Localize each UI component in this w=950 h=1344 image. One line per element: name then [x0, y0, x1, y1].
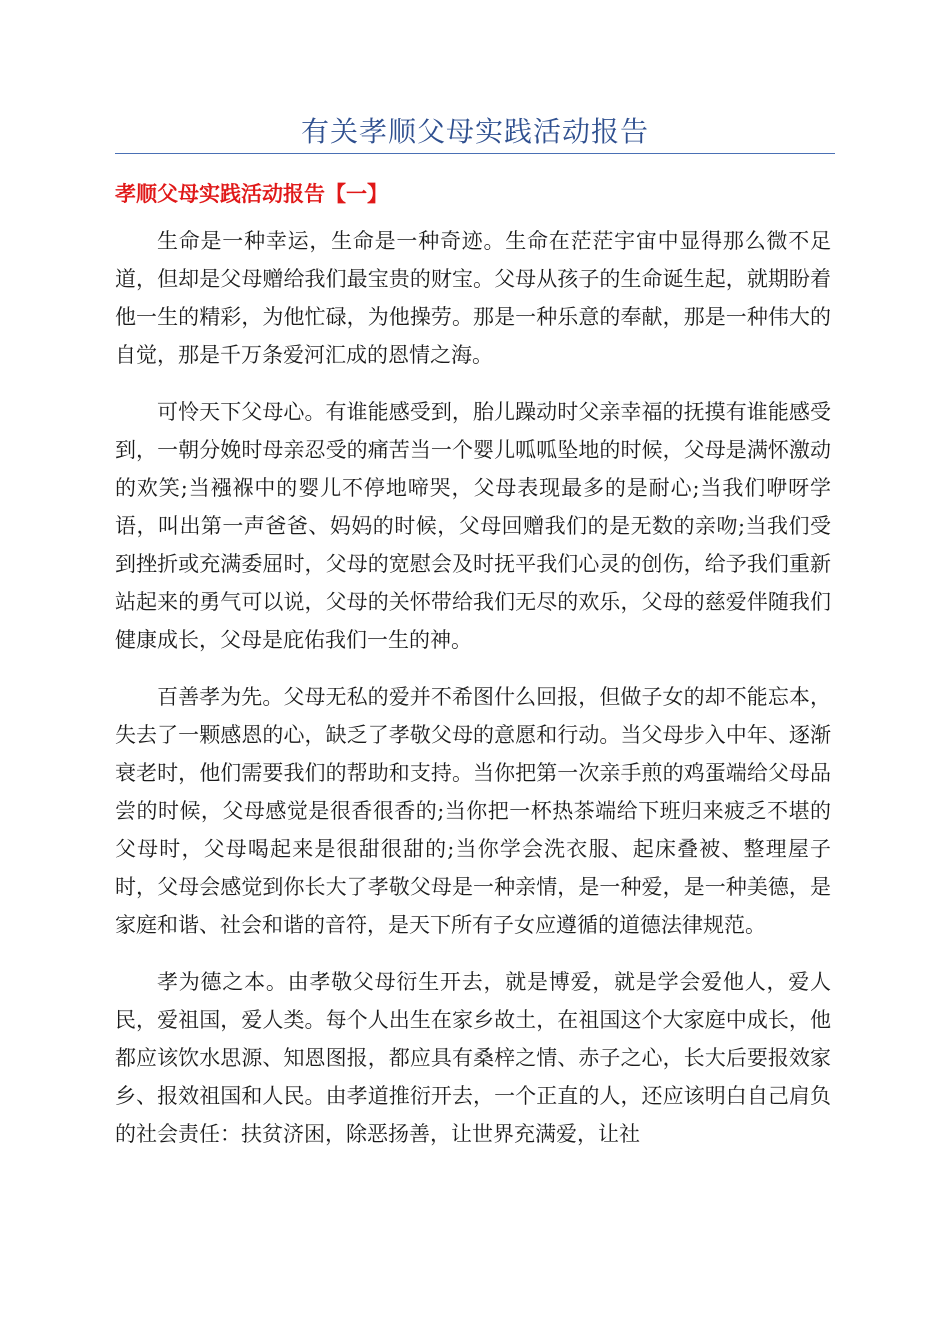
- paragraph-4: 孝为德之本。由孝敬父母衍生开去，就是博爱，就是学会爱他人，爱人民，爱祖国，爱人类。每个人出生在家乡故土，在祖国这个大家庭中成长，他都应该饮水思源、知恩图报，都应具有桑梓之情、赤子之心，长大后要报效家乡、报效祖国和人民。由孝道推衍开去，一个正直的人，还应该明白自己肩负的社会责任：扶贫济困，除恶扬善，让世界充满爱，让社: [115, 970, 831, 1146]
- document-title: 有关孝顺父母实践活动报告: [300, 115, 649, 148]
- paragraph-3: 百善孝为先。父母无私的爱并不希图什么回报，但做子女的却不能忘本，失去了一颗感恩的心，缺乏了孝敬父母的意愿和行动。当父母步入中年、逐渐衰老时，他们需要我们的帮助和支持。当你把第一次亲手煎的鸡蛋端给父母品尝的时候，父母感觉是很香很香的;当你把一杯热茶端给下班归来疲乏不堪的父母时，父母喝起来是很甜很甜的;当你学会洗衣服、起床叠被、整理屋子时，父母会感觉到你长大了孝敬父母是一种亲情，是一种爱，是一种美德，是家庭和谐、社会和谐的音符，是天下所有子女应遵循的道德法律规范。: [115, 685, 831, 937]
- paragraph-1: 生命是一种幸运，生命是一种奇迹。生命在茫茫宇宙中显得那么微不足道，但却是父母赠给我们最宝贵的财宝。父母从孩子的生命诞生起，就期盼着他一生的精彩，为他忙碌，为他操劳。那是一种乐意的奉献，那是一种伟大的自觉，那是千万条爱河汇成的恩情之海。: [115, 229, 831, 367]
- paragraph-2: 可怜天下父母心。有谁能感受到，胎儿躁动时父亲幸福的抚摸有谁能感受到，一朝分娩时母亲忍受的痛苦当一个婴儿呱呱坠地的时候，父母是满怀激动的欢笑;当襁褓中的婴儿不停地啼哭，父母表现最多的是耐心;当我们咿呀学语，叫出第一声爸爸、妈妈的时候，父母回赠我们的是无数的亲吻;当我们受到挫折或充满委屈时，父母的宽慰会及时抚平我们心灵的创伤，给予我们重新站起来的勇气可以说，父母的关怀带给我们无尽的欢乐，父母的慈爱伴随我们健康成长，父母是庇佑我们一生的神。: [115, 400, 831, 652]
- body-text: [115, 222, 831, 1172]
- title-divider: [115, 153, 835, 154]
- section-heading: 孝顺父母实践活动报告【一】: [115, 182, 388, 206]
